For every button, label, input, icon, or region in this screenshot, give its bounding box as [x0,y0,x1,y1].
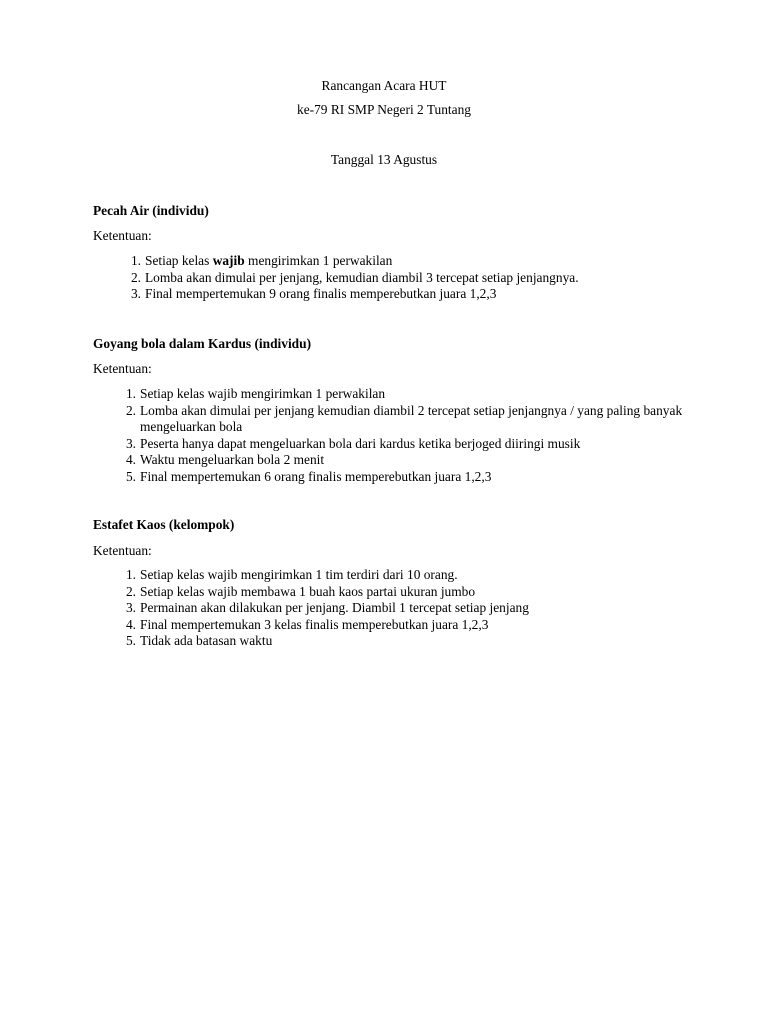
document-title: Rancangan Acara HUT [321,78,447,93]
list-number: 4. [125,616,136,632]
list-item [125,452,740,469]
list-text: Waktu mengeluarkan bola 2 menit [140,452,325,467]
section-label-ketentuan: Ketentuan: [93,228,152,243]
list-number: 3. [130,286,141,301]
list-item [125,616,740,634]
list-number: 3. [125,600,136,615]
list-text-pre: Setiap kelas [145,253,213,268]
document-date: Tanggal 13 Agustus [330,152,438,167]
list-text: Permainan akan dilakukan per jenjang. Diambil 1 tercepat setiap jenjang [140,600,529,615]
list-number: 1. [125,386,136,401]
list-item [130,286,745,303]
list-item [125,600,740,617]
section-label-ketentuan: Ketentuan: [93,361,152,376]
list-number: 5. [125,633,136,648]
rules-list-goyang-bola [125,386,740,485]
list-item [125,402,740,436]
list-number: 5. [125,468,136,484]
list-number: 4. [125,452,136,467]
list-text: Lomba akan dimulai per jenjang kemudian diambil 2 tercepat setiap jenjangnya / yang paling banyak mengeluarkan bola [140,402,683,434]
list-text-post: mengirimkan 1 perwakilan [244,253,393,268]
document-subtitle: ke-79 RI SMP Negeri 2 Tuntang [297,102,471,117]
list-number: 3. [125,435,136,451]
list-number: 2. [130,269,141,285]
list-item [125,435,740,453]
list-text: Setiap kelas wajib mengirimkan 1 perwakilan [140,386,386,401]
rules-list-pecah-air [130,253,745,303]
list-item [125,633,740,650]
list-text-bold: wajib [212,253,245,268]
list-item [125,386,740,403]
list-text: Peserta hanya dapat mengeluarkan bola dari kardus ketika berjoged diiringi musik [140,435,581,451]
section-heading-goyang-bola: Goyang bola dalam Kardus (individu) [93,336,312,351]
section-heading-pecah-air: Pecah Air (individu) [93,203,209,218]
list-text: Tidak ada batasan waktu [140,633,273,648]
list-text: Final mempertemukan 3 kelas finalis memperebutkan juara 1,2,3 [140,616,489,632]
list-text: Lomba akan dimulai per jenjang, kemudian diambil 3 tercepat setiap jenjangnya. [145,269,579,285]
list-item [130,253,745,270]
list-item [125,468,740,486]
list-number: 2. [125,402,136,418]
list-text: Final mempertemukan 9 orang finalis memperebutkan juara 1,2,3 [145,286,497,301]
list-text: Setiap kelas wajib mengirimkan 1 tim terdiri dari 10 orang. [140,567,458,582]
list-item [125,567,740,584]
list-text: Final mempertemukan 6 orang finalis memperebutkan juara 1,2,3 [140,468,492,484]
list-number: 1. [125,567,136,582]
section-heading-estafet-kaos: Estafet Kaos (kelompok) [93,517,235,532]
list-item [125,583,740,601]
rules-list-estafet-kaos [125,567,740,650]
list-number: 1. [130,253,141,268]
list-text: Setiap kelas wajib membawa 1 buah kaos partai ukuran jumbo [140,583,476,599]
list-item [130,269,745,287]
section-label-ketentuan: Ketentuan: [93,543,152,558]
list-number: 2. [125,583,136,599]
